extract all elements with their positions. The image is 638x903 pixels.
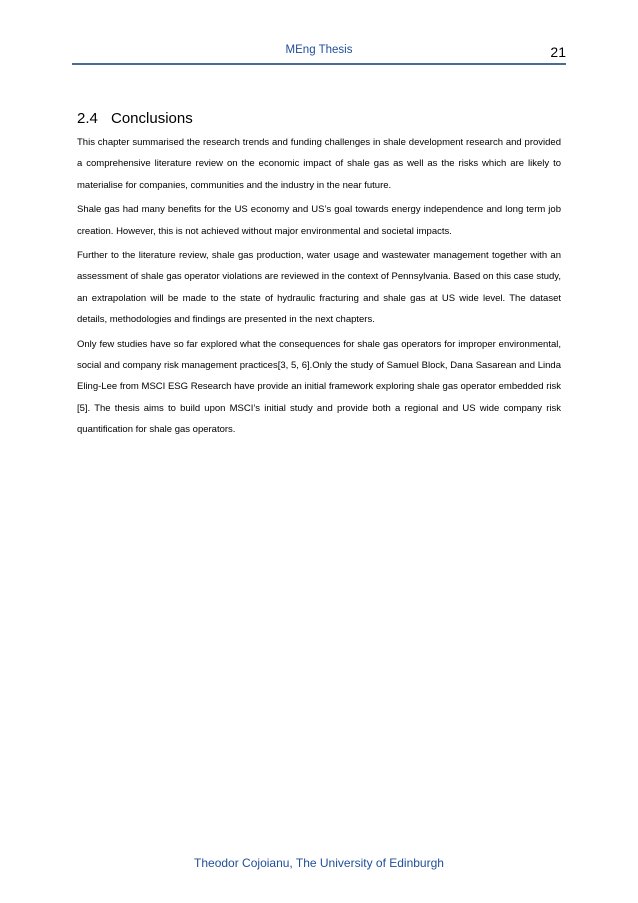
running-header-title: MEng Thesis [285, 44, 353, 56]
section-title: Conclusions [111, 110, 193, 127]
paragraph: This chapter summarised the research trends and funding challenges in shale development research and provided a comprehensive literature review on the economic impact of shale gas as well as the risks which are likely to materialise for companies, communities and the industry in the near future. [77, 137, 561, 191]
section-number: 2.4 [77, 110, 98, 127]
main-content [77, 110, 561, 444]
page-number: 21 [550, 44, 566, 60]
paragraph: Only few studies have so far explored what the consequences for shale gas operators for improper environmental, social and company risk management practices[3, 5, 6].Only the study of Samuel Block, Dana Sasarean and Linda Eling-Lee from MSCI ESG Research have provide an initial framework exploring shale gas operator embedded risk [5]. The thesis aims to build upon MSCI’s initial study and provide both a regional and US wide company risk quantification for shale gas operators. [77, 338, 561, 436]
section-heading [77, 110, 561, 128]
page-footer: Theodor Cojoianu, The University of Edinburgh [194, 856, 444, 870]
header-rule [72, 63, 566, 65]
paragraph: Further to the literature review, shale gas production, water usage and wastewater management together with an assessment of shale gas operator violations are reviewed in the context of Pennsylvania. Based on this case study, an extrapolation will be made to the state of hydraulic fracturing and shale gas at US wide level. The dataset details, methodologies and findings are presented in the next chapters. [77, 250, 561, 326]
paragraph: Shale gas had many benefits for the US economy and US’s goal towards energy independence and long term job creation. However, this is not achieved without major environmental and societal impacts. [77, 204, 561, 237]
